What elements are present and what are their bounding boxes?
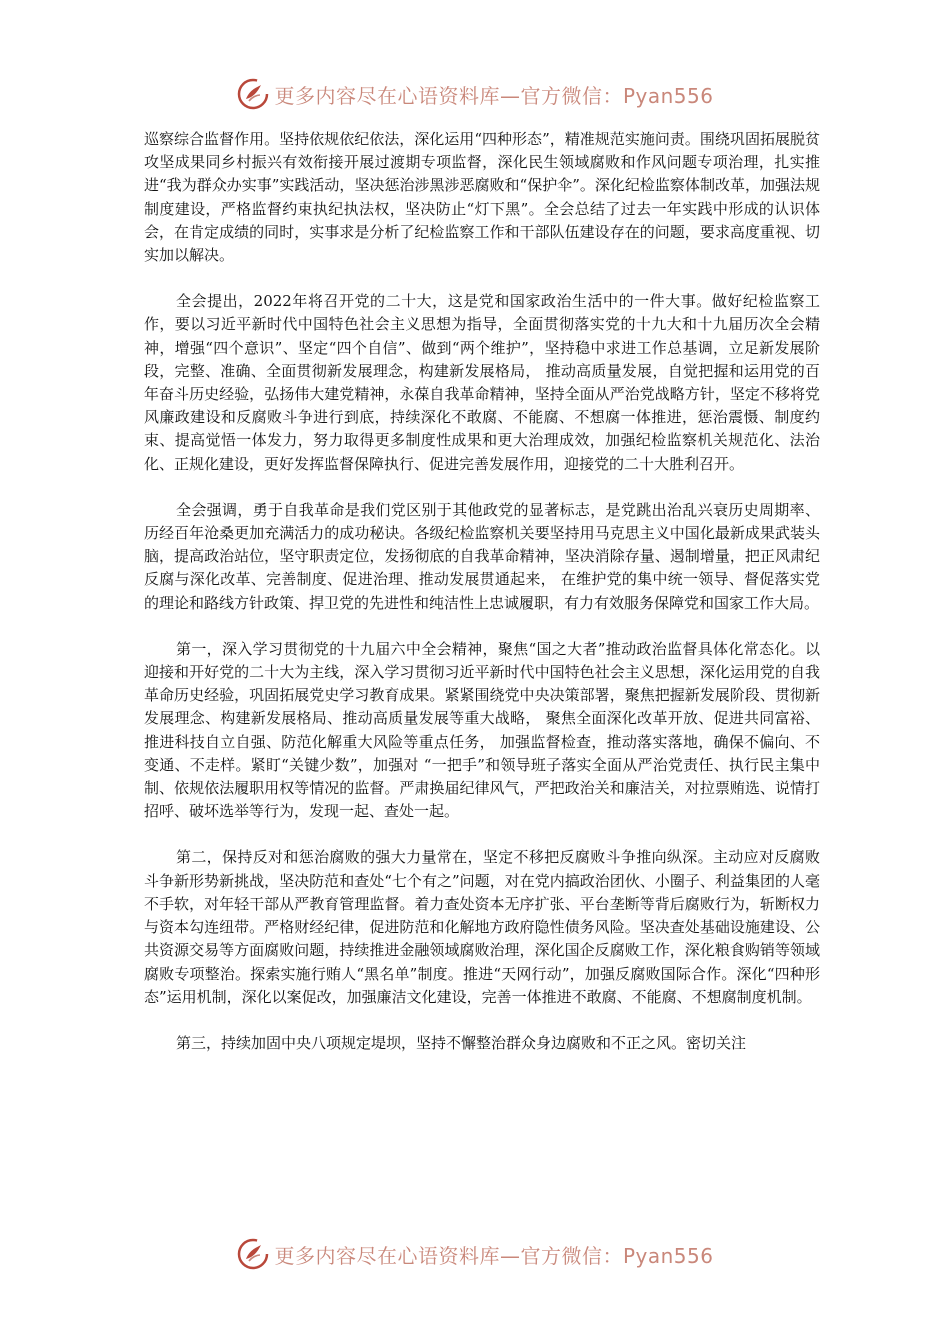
document-body — [144, 128, 820, 1078]
paragraph-second-point: 第二，保持反对和惩治腐败的强大力量常在，坚定不移把反腐败斗争推向纵深。主动应对反腐败斗争新形势新挑战，坚决防范和查处“七个有之”问题，对在党内搞政治团伙、小圈子、利益集团的人毫不手软，对年轻干部从严教育管理监督。着力查处资本无序扩张、平台垄断等背后腐败行为，斩断权力与资本勾连纽带。严格财经纪律，促进防范和化解地方政府隐性债务风险。坚决查处基础设施建设、公共资源交易等方面腐败问题，持续推进金融领域腐败治理，深化国企反腐败工作，深化粮食购销等领域腐败专项整治。探索实施行贿人“黑名单”制度。推进“天网行动”，加强反腐败国际合作。深化“四种形态”运用机制，深化以案促改，加强廉洁文化建设，完善一体推进不敢腐、不能腐、不想腐制度机制。 — [144, 848, 820, 1006]
header-banner — [0, 74, 950, 114]
footer-banner — [0, 1234, 950, 1274]
paragraph-plenary-emphasis: 全会强调，勇于自我革命是我们党区别于其他政党的显著标志，是党跳出治乱兴衰历史周期率、历经百年沧桑更加充满活力的成功秘诀。各级纪检监察机关要坚持用马克思主义中国化最新成果武装头脑，提高政治站位，坚守职责定位，发扬彻底的自我革命精神，坚决消除存量、遏制增量，把正风肃纪反腐与深化改革、完善制度、促进治理、推动发展贯通起来， 在维护党的集中统一领导、督促落实党的理论和路线方针政策、捍卫党的先进性和纯洁性上忠诚履职，有力有效服务保障党和国家工作大局。 — [144, 500, 820, 612]
footer-banner-text: 更多内容尽在心语资料库—官方微信：Pyan556 — [274, 1243, 714, 1268]
header-banner-text: 更多内容尽在心语资料库—官方微信：Pyan556 — [274, 83, 714, 108]
paragraph-continuation: 巡察综合监督作用。坚持依规依纪依法，深化运用“四种形态”，精准规范实施问责。围绕巩固拓展脱贫攻坚成果同乡村振兴有效衔接开展过渡期专项监督，深化民生领域腐败和作风问题专项治理，扎实推进“我为群众办实事”实践活动，坚决惩治涉黑涉恶腐败和“保护伞”。深化纪检监察体制改革，加强法规制度建设，严格监督约束执纪执法权，坚决防止“灯下黑”。全会总结了过去一年实践中形成的认识体会，在肯定成绩的同时，实事求是分析了纪检监察工作和干部队伍建设存在的问题，要求高度重视、切实加以解决。 — [144, 130, 820, 265]
paragraph-first-point: 第一，深入学习贯彻党的十九届六中全会精神，聚焦“国之大者”推动政治监督具体化常态化。以迎接和开好党的二十大为主线，深入学习贯彻习近平新时代中国特色社会主义思想，深化运用党的自我革命历史经验，巩固拓展党史学习教育成果。紧紧围绕党中央决策部署，聚焦把握新发展阶段、贯彻新发展理念、构建新发展格局、推动高质量发展等重大战略， 聚焦全面深化改革开放、促进共同富裕、推进科技自立自强、防范化解重大风险等重点任务， 加强监督检查，推动落实落地，确保不偏向、不变通、不走样。紧盯“关键少数”，加强对 “一把手”和领导班子落实全面从严治党责任、执行民主集中制、依规依法履职用权等情况的监督。严肃换届纪律风气，严把政治关和廉洁关，对拉票贿选、说情打招呼、破坏选举等行为，发现一起、查处一起。 — [144, 639, 820, 821]
rose-logo-icon — [236, 1237, 270, 1271]
paragraph-third-point: 第三，持续加固中央八项规定堤坝，坚持不懈整治群众身边腐败和不正之风。密切关注 — [176, 1033, 747, 1052]
paragraph-plenary-proposal: 全会提出，2022年将召开党的二十大，这是党和国家政治生活中的一件大事。做好纪检监察工作，要以习近平新时代中国特色社会主义思想为指导，全面贯彻落实党的十九大和十九届历次全会精神，增强“四个意识”、坚定“四个自信”、做到“两个维护”，坚持稳中求进工作总基调，立足新发展阶段，完整、准确、全面贯彻新发展理念，构建新发展格局， 推动高质量发展，自觉把握和运用党的百年奋斗历史经验，弘扬伟大建党精神，永葆自我革命精神，坚持全面从严治党战略方针，坚定不移将党风廉政建设和反腐败斗争进行到底，持续深化不敢腐、不能腐、不想腐一体推进，惩治震慑、制度约束、提高觉悟一体发力，努力取得更多制度性成果和更大治理成效，加强纪检监察机关规范化、法治化、正规化建设，更好发挥监督保障执行、促进完善发展作用，迎接党的二十大胜利召开。 — [144, 292, 820, 473]
rose-logo-icon — [236, 77, 270, 111]
